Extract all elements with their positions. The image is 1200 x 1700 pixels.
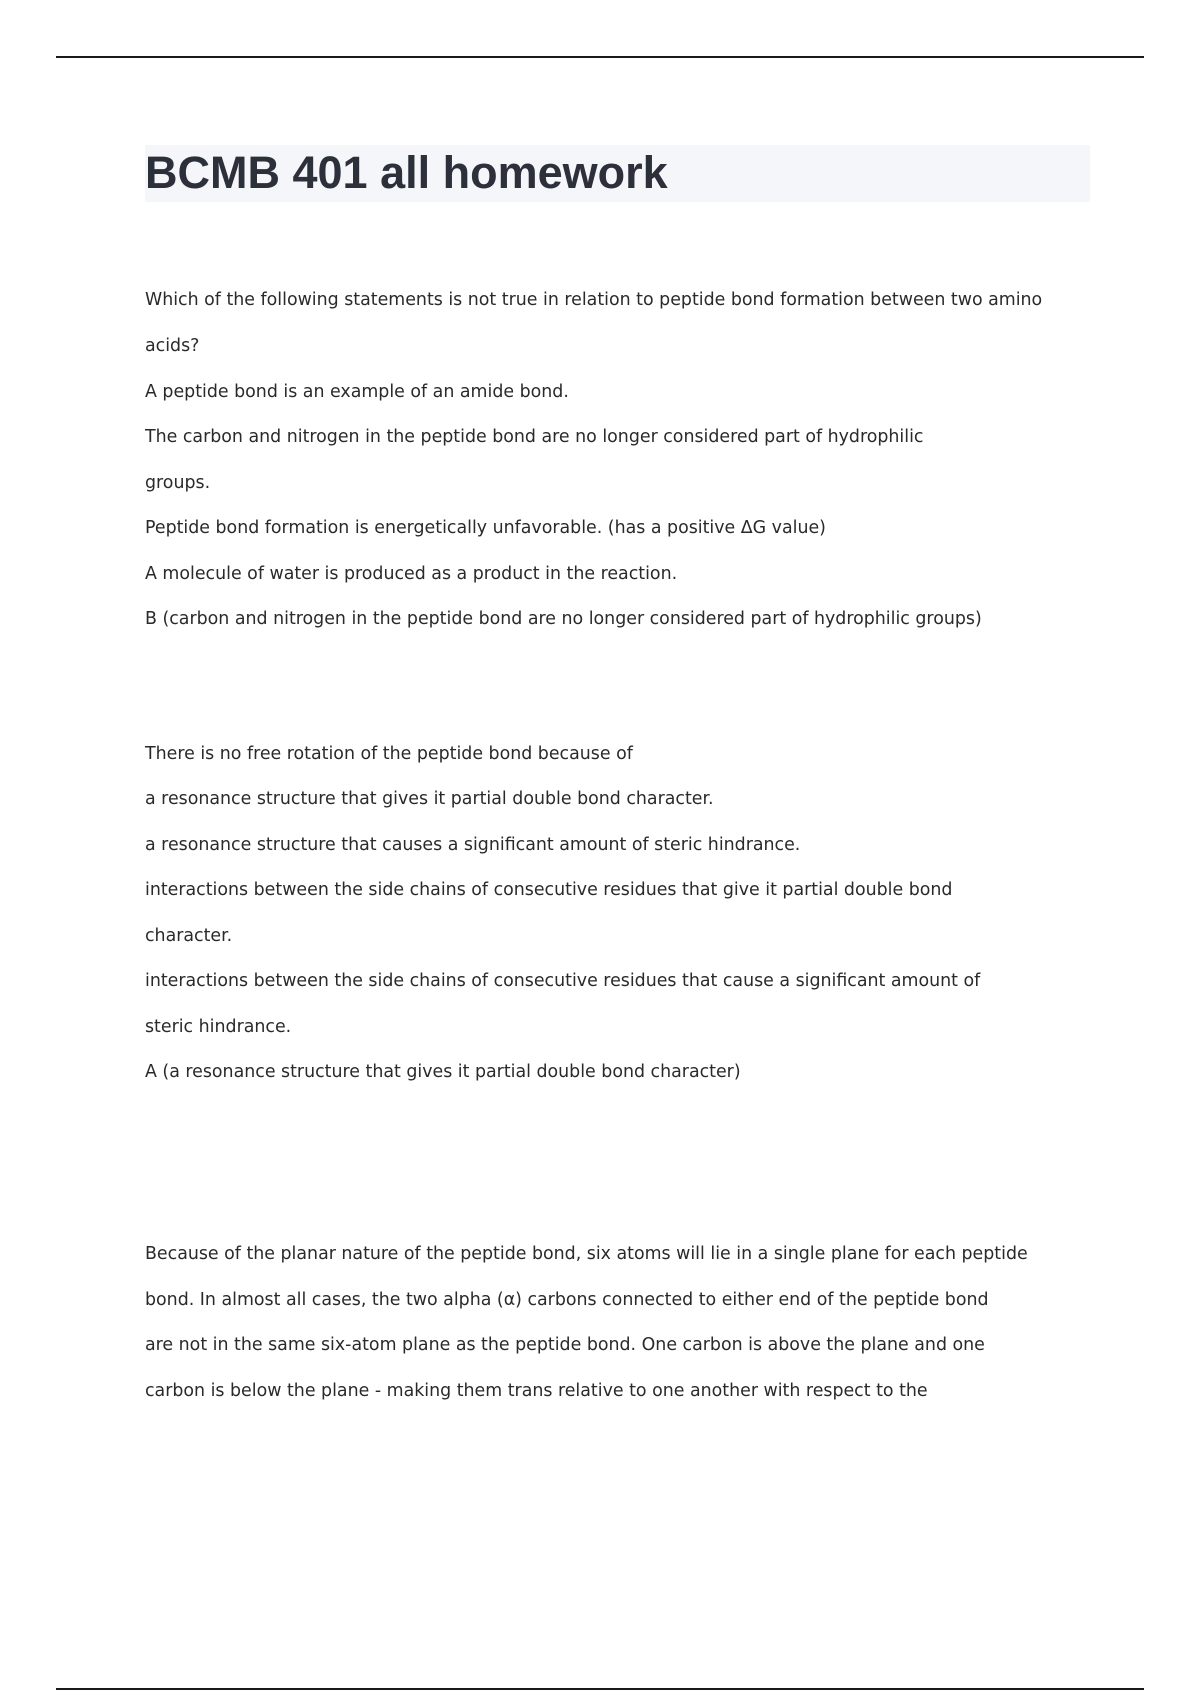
question-3-text: are not in the same six-atom plane as the peptide bond. One carbon is above the plane and one bbox=[145, 1335, 985, 1355]
question-1-text: Which of the following statements is not true in relation to peptide bond formation between two amino bbox=[145, 290, 1043, 310]
option-text: a resonance structure that gives it partial double bond character. bbox=[145, 789, 714, 809]
document-title: BCMB 401 all homework bbox=[145, 147, 668, 198]
header-rule bbox=[56, 56, 1144, 58]
question-3-text: carbon is below the plane - making them trans relative to one another with respect to the bbox=[145, 1381, 928, 1401]
option-text: interactions between the side chains of consecutive residues that cause a significant amount of bbox=[145, 971, 981, 991]
footer-rule bbox=[56, 1688, 1144, 1690]
option-text: interactions between the side chains of consecutive residues that give it partial double bond bbox=[145, 880, 953, 900]
option-text: steric hindrance. bbox=[145, 1017, 292, 1037]
option-text: character. bbox=[145, 926, 233, 946]
answer-text: B (carbon and nitrogen in the peptide bond are no longer considered part of hydrophilic groups) bbox=[145, 609, 982, 629]
question-2-text: There is no free rotation of the peptide bond because of bbox=[145, 744, 633, 764]
option-text: The carbon and nitrogen in the peptide bond are no longer considered part of hydrophilic bbox=[145, 427, 924, 447]
option-text: A molecule of water is produced as a product in the reaction. bbox=[145, 564, 678, 584]
option-text: groups. bbox=[145, 473, 211, 493]
question-1-text: acids? bbox=[145, 336, 200, 356]
option-text: Peptide bond formation is energetically unfavorable. (has a positive ΔG value) bbox=[145, 518, 826, 538]
question-3-text: bond. In almost all cases, the two alpha (α) carbons connected to either end of the peptide bond bbox=[145, 1290, 989, 1310]
answer-text: A (a resonance structure that gives it partial double bond character) bbox=[145, 1062, 741, 1082]
option-text: a resonance structure that causes a significant amount of steric hindrance. bbox=[145, 835, 801, 855]
question-3-text: Because of the planar nature of the peptide bond, six atoms will lie in a single plane for each peptide bbox=[145, 1244, 1028, 1264]
option-text: A peptide bond is an example of an amide bond. bbox=[145, 382, 569, 402]
